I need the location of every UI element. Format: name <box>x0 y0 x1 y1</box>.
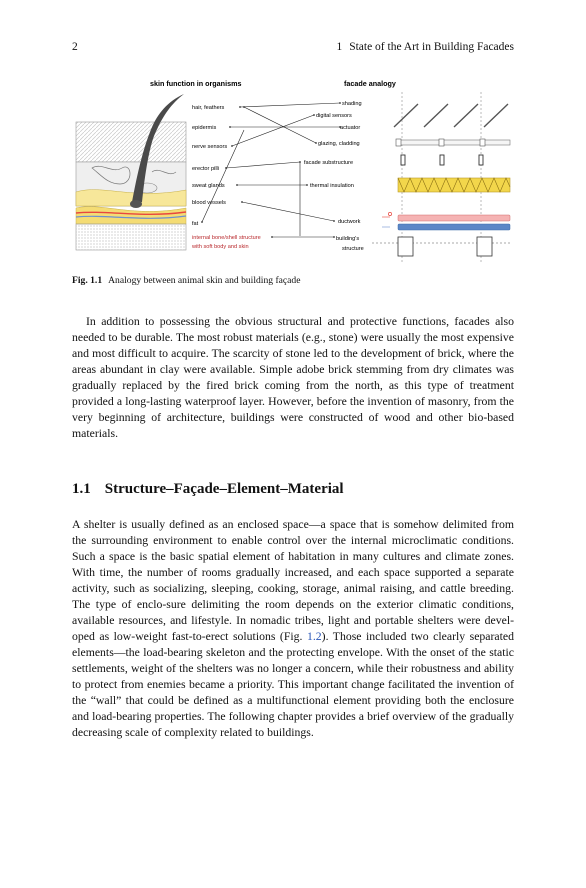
skin-label-epidermis: epidermis <box>192 125 217 131</box>
facade-label-shading: shading <box>342 101 362 107</box>
page-number: 2 <box>72 41 78 53</box>
facade-label-glazing: glazing, cladding <box>318 141 360 147</box>
section-title: Structure–Façade–Element–Material <box>104 481 344 497</box>
duct-supply <box>398 215 510 221</box>
connector-lines <box>202 103 340 237</box>
facade-label-ductwork: ductwork <box>338 219 361 225</box>
chapter-title: State of the Art in Building Facades <box>349 41 514 53</box>
skin-label-blood: blood vessels <box>192 200 226 206</box>
section-heading <box>72 481 514 498</box>
facade-label-insulation: thermal insulation <box>310 183 354 189</box>
section-number: 1.1 <box>72 481 91 497</box>
facade-label-structure: structure <box>342 246 364 252</box>
skin-cross-section <box>76 94 186 250</box>
left-panel-title: skin function in organisms <box>150 79 242 88</box>
paragraph-2-text-b: ). Those included two clearly separated elements—the load-bearing skeleton and the protecting envelope. With the onset of the static settlements, weight of the shelters was no longer a concern, while their robustness and ability to protect from enemies became a priority. This important change facilitated the invention of the “wall” that could be defined as a multifunctional element providing both the enclosure and load-bearing properties. The following chapter provides a brief overview of the gradually decreasing scale of complexity related to buildings. <box>72 630 514 739</box>
duct-return <box>398 224 510 230</box>
body-paragraph-2 <box>72 517 514 741</box>
figure-reference-link[interactable]: 1.2 <box>306 630 322 643</box>
skin-label-fat: fat <box>192 221 199 227</box>
facade-label-sensors: digital sensors <box>316 113 352 119</box>
facade-label-building: building's <box>336 236 360 242</box>
chapter-number: 1 <box>336 41 343 53</box>
figure-skin-facade-analogy <box>72 72 514 272</box>
running-head <box>336 41 514 53</box>
skin-label-sweat: sweat glands <box>192 183 225 189</box>
facade-label-group <box>304 101 364 252</box>
skin-label-hair: hair, feathers <box>192 105 225 111</box>
facade-label-substructure: facade substructure <box>304 160 354 166</box>
figure-diagram <box>72 72 514 272</box>
skin-label-bone: internal bone/shell structure <box>192 235 261 241</box>
figure-caption-label: Fig. 1.1 <box>72 275 103 286</box>
skin-label-body: with soft body and skin <box>192 244 249 250</box>
right-panel-title: facade analogy <box>344 79 396 88</box>
skin-label-nerve: nerve sensors <box>192 144 228 150</box>
figure-caption <box>72 275 514 286</box>
paragraph-2-text-a: A shelter is usually defined as an enclosed space—a space that is somehow delimited from the surrounding environment to enable control over the internal microclimatic conditions. Such a space is the basic spatial element of habitation in many cultures and climate zones. With time, the number of rooms gradually increased, and each space supported a separate activity, such as socializing, sleeping, cooking, storage, animal raising, and cattle breeding. The type of enclo-sure delimiting the room depends on the exterior climatic conditions, available resources, and lifestyle. In nomadic tribes, light and portable shelters were devel-oped as low-weight fast-to-erect solutions (Fig. <box>72 518 514 643</box>
figure-caption-text: Analogy between animal skin and building façade <box>108 275 301 286</box>
facade-drawing <box>372 92 512 262</box>
facade-label-actuator: actuator <box>340 125 361 131</box>
body-paragraph-1: In addition to possessing the obvious structural and protective functions, facades also needed to be durable. The most robust materials (e.g., stone) were usually the most expensive and most difficult to acquire. The scarcity of stone led to the development of brick, where the areas abundant in clay were available. Simple adobe brick stemming from dry climates was gradually replaced by the fired brick coming from the north, as this type of treatment provided a long-lasting waterproof layer. However, before the invention of masonry, from the very beginning of architecture, buildings were constructed of wood and other bio-based materials. <box>72 315 514 440</box>
skin-label-erector: erector pilli <box>192 166 220 172</box>
page-header <box>72 41 514 57</box>
